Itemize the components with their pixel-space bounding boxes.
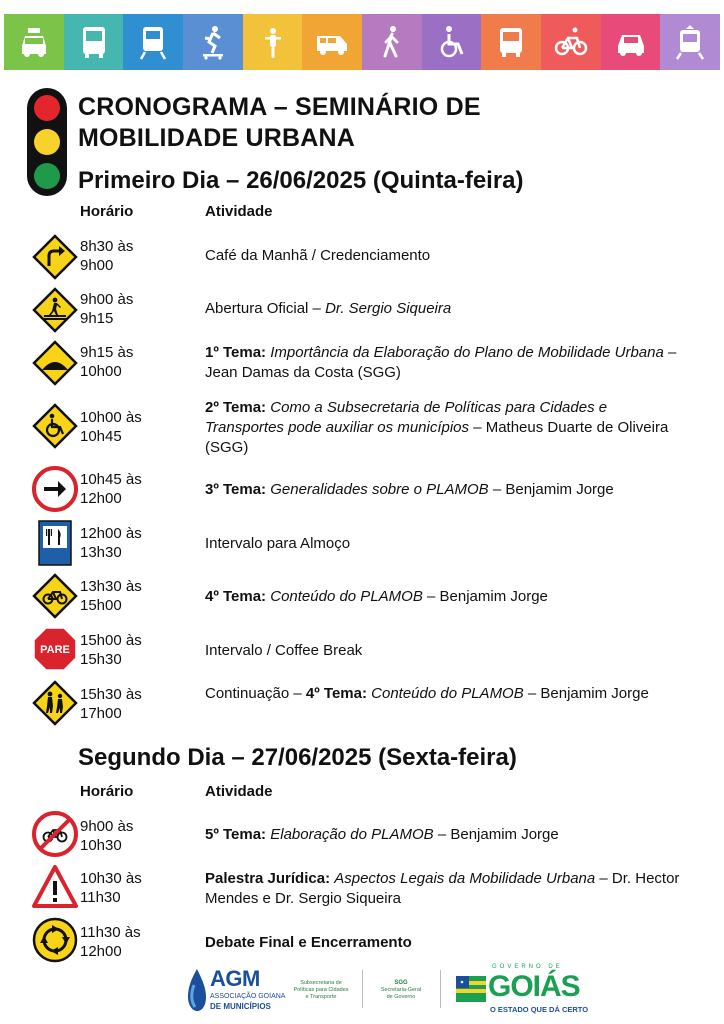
taxi-icon [16, 24, 52, 60]
time-slot [80, 408, 190, 446]
activity-detail: Abertura Oficial – [205, 300, 326, 317]
day1-time-header: Horário [80, 203, 134, 220]
sgg-logo [370, 980, 432, 1001]
time-end: 10h45 [80, 428, 122, 445]
pedestrian-crossing-sign-icon [32, 287, 78, 333]
activity-text [205, 398, 685, 458]
activity-topic: Conteúdo do PLAMOB [371, 685, 524, 702]
subsecretaria-line-2: Políticas para Cidades [293, 987, 349, 993]
traffic-light-icon [27, 88, 67, 196]
agm-subtitle-2: DE MUNICÍPIOS [210, 1002, 271, 1011]
time-slot [80, 524, 190, 562]
no-bicycle-sign-icon [32, 811, 78, 857]
band-cell [64, 14, 124, 70]
activity-label: 4º Tema: [205, 588, 271, 605]
band-cell [541, 14, 601, 70]
time-slot [80, 237, 190, 275]
time-slot [80, 817, 190, 855]
band-cell [243, 14, 303, 70]
time-slot [80, 869, 190, 907]
bus-icon [76, 24, 112, 60]
activity-label: 3º Tema: [205, 481, 271, 498]
goias-top-text: GOVERNO DE [492, 964, 563, 970]
turn-right-sign-icon [32, 234, 78, 280]
wheelchair-icon [434, 24, 470, 60]
green-light [34, 163, 60, 189]
time-start: 8h30 às [80, 238, 134, 255]
day1-title: Primeiro Dia – 26/06/2025 (Quinta-feira) [78, 167, 524, 194]
time-end: 11h30 [80, 889, 121, 906]
time-start: 13h30 às [80, 578, 142, 595]
sgg-line-2: de Governo [386, 994, 416, 1000]
tram-icon [672, 24, 708, 60]
activity-detail: – Dr. Hector Mendes e Dr. Sergio Siqueira [205, 870, 680, 907]
goias-logo [456, 964, 596, 1018]
activity-topic: Generalidades sobre o PLAMOB [270, 481, 489, 498]
activity-text [205, 246, 685, 266]
time-start: 10h30 às [80, 870, 142, 887]
time-slot [80, 470, 190, 508]
time-slot [80, 923, 190, 961]
time-end: 13h30 [80, 544, 122, 561]
time-end: 15h00 [80, 597, 122, 614]
time-start: 12h00 às [80, 525, 142, 542]
activity-text [205, 641, 685, 661]
subsecretaria-line-3: e Transporte [305, 994, 337, 1000]
time-end: 12h00 [80, 490, 122, 507]
activity-topic: Como a Subsecretaria de Políticas para Cidades e Transportes pode auxiliar os municípios [205, 399, 608, 436]
yellow-light [34, 129, 60, 155]
time-start: 9h15 às [80, 344, 134, 361]
activity-topic: Aspectos Legais da Mobilidade Urbana [334, 870, 596, 887]
activity-detail: Continuação – [205, 685, 306, 702]
time-end: 17h00 [80, 705, 122, 722]
band-cell [302, 14, 362, 70]
day2-time-header: Horário [80, 783, 134, 800]
speed-bump-sign-icon [32, 340, 78, 386]
sgg-name: SGG [394, 980, 408, 986]
activity-label: 1º Tema: [205, 344, 271, 361]
activity-text [205, 343, 685, 383]
bus-front-icon [493, 24, 529, 60]
band-cell [123, 14, 183, 70]
day2-title: Segundo Dia – 27/06/2025 (Sexta-feira) [78, 744, 517, 771]
page-title-line-1: CRONOGRAMA – SEMINÁRIO DE [78, 93, 481, 121]
footer-logos [0, 962, 724, 1018]
agm-drop-icon [186, 967, 208, 1013]
time-slot [80, 577, 190, 615]
footer-divider [440, 970, 441, 1008]
time-start: 15h30 às [80, 686, 142, 703]
time-start: 10h00 às [80, 409, 142, 426]
time-slot [80, 290, 190, 328]
band-cell [481, 14, 541, 70]
activity-text [205, 299, 685, 319]
red-light [34, 95, 60, 121]
time-end: 9h15 [80, 310, 114, 327]
time-start: 10h45 às [80, 471, 142, 488]
band-cell [4, 14, 64, 70]
time-slot [80, 343, 190, 381]
time-end: 10h30 [80, 837, 122, 854]
activity-label: 5º Tema: [205, 826, 271, 843]
goias-flag-icon [456, 976, 486, 1002]
time-slot [80, 685, 190, 723]
activity-text [205, 869, 685, 909]
activity-detail: – Jean Damas da Costa (SGG) [205, 344, 677, 381]
band-cell [362, 14, 422, 70]
school-crossing-sign-icon [32, 680, 78, 726]
time-start: 9h00 às [80, 291, 134, 308]
activity-detail: – Benjamim Jorge [523, 685, 649, 702]
transport-icons-band [4, 14, 720, 70]
activity-topic: Dr. Sergio Siqueira [325, 300, 452, 317]
agm-subtitle-1: ASSOCIAÇÃO GOIANA [210, 993, 286, 1000]
restaurant-sign-icon [32, 520, 78, 566]
page-title-line-2: MOBILIDADE URBANA [78, 124, 355, 152]
activity-label: Palestra Jurídica: [205, 870, 335, 887]
bicycle-sign-icon [32, 573, 78, 619]
time-start: 15h00 às [80, 632, 142, 649]
activity-label: 2º Tema: [205, 399, 271, 416]
wheelchair-sign-icon [32, 403, 78, 449]
activity-detail: – Matheus Duarte de Oliveira (SGG) [205, 419, 669, 456]
activity-topic: Conteúdo do PLAMOB [270, 588, 423, 605]
sgg-line-1: Secretaria-Geral [380, 987, 422, 993]
svg-text:PARE: PARE [40, 644, 70, 656]
agm-name: AGM [210, 966, 260, 991]
subsecretaria-line-1: Subsecretaria de [300, 980, 342, 986]
agm-logo [186, 964, 286, 1016]
time-end: 12h00 [80, 943, 122, 960]
band-cell [422, 14, 482, 70]
activity-label: 4º Tema: [305, 685, 372, 702]
motorcycle-icon [255, 24, 291, 60]
stop-sign-icon [32, 626, 78, 672]
time-end: 10h00 [80, 363, 122, 380]
pedestrian-icon [374, 24, 410, 60]
time-end: 9h00 [80, 257, 114, 274]
time-slot [80, 631, 190, 669]
skateboarder-icon [195, 24, 231, 60]
activity-text [205, 825, 685, 845]
activity-detail: – Benjamim Jorge [433, 826, 559, 843]
day2-activity-header: Atividade [205, 783, 273, 800]
activity-text [205, 480, 685, 500]
time-start: 9h00 às [80, 818, 134, 835]
train-icon [135, 24, 171, 60]
band-cell [660, 14, 720, 70]
goias-tagline: O ESTADO QUE DÁ CERTO [490, 1005, 589, 1014]
activity-text [205, 684, 685, 704]
warning-sign-icon [32, 864, 78, 910]
roundabout-sign-icon [32, 917, 78, 963]
van-icon [314, 24, 350, 60]
activity-detail: Intervalo / Coffee Break [205, 642, 363, 659]
activity-label: Debate Final e Encerramento [205, 934, 412, 951]
subsecretaria-logo [284, 980, 358, 1001]
car-icon [613, 24, 649, 60]
activity-detail: Intervalo para Almoço [205, 535, 351, 552]
activity-text [205, 534, 685, 554]
time-end: 15h30 [80, 651, 122, 668]
time-start: 11h30 às [80, 924, 141, 941]
day1-activity-header: Atividade [205, 203, 273, 220]
band-cell [601, 14, 661, 70]
goias-name: GOIÁS [488, 970, 580, 1003]
activity-detail: – Benjamim Jorge [488, 481, 614, 498]
activity-text [205, 587, 685, 607]
activity-topic: Importância da Elaboração do Plano de Mobilidade Urbana [270, 344, 664, 361]
activity-topic: Elaboração do PLAMOB [270, 826, 434, 843]
activity-detail: Café da Manhã / Credenciamento [205, 247, 431, 264]
one-way-sign-icon [32, 466, 78, 512]
activity-text [205, 933, 685, 953]
footer-divider [362, 970, 363, 1008]
band-cell [183, 14, 243, 70]
bicycle-icon [553, 24, 589, 60]
activity-detail: – Benjamim Jorge [422, 588, 548, 605]
